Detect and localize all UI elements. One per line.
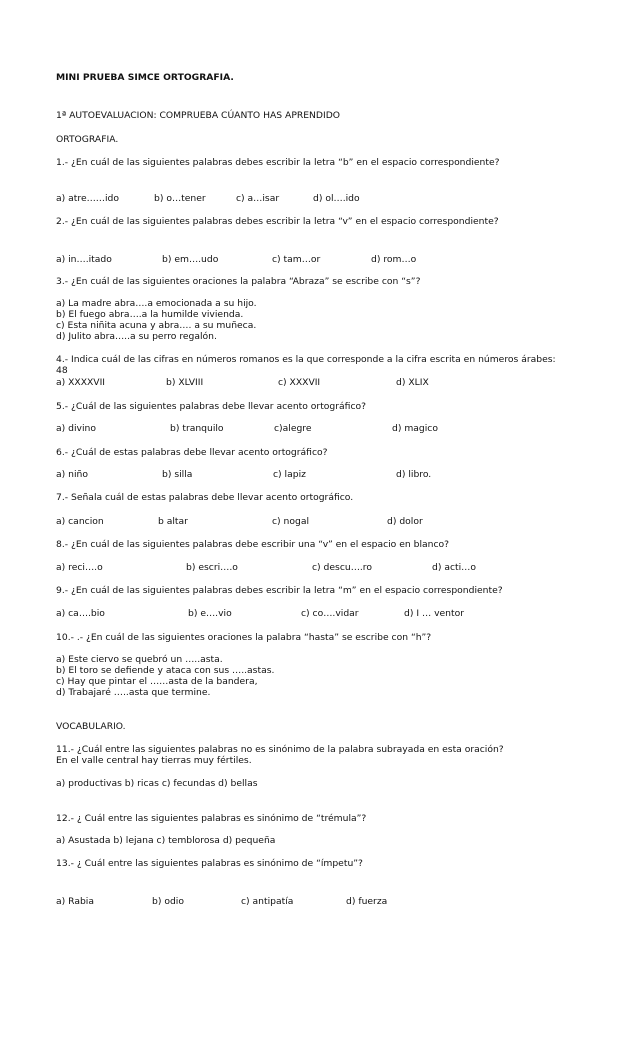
question-2-option-b: b) em….udo [162,254,219,265]
ortografia-heading: ORTOGRAFIA. [56,134,119,145]
question-9-option-b: b) e….vio [188,608,232,619]
question-10-option-b: b) El toro se defiende y ataca con sus …..astas. [56,665,275,676]
question-10-option-d: d) Trabajaré …..asta que termine. [56,687,211,698]
question-5-option-d: d) magico [392,423,438,434]
question-10-text: 10.- .- ¿En cuál de las siguientes oraciones la palabra “hasta” se escribe con “h”? [56,632,432,643]
question-7-option-c: c) nogal [272,516,310,527]
question-6-option-a: a) niño [56,469,88,480]
question-8-option-b: b) escri….o [186,562,238,573]
question-13-option-c: c) antipatía [241,896,294,907]
question-5-text: 5.- ¿Cuál de las siguientes palabras debe llevar acento ortográfico? [56,401,366,412]
question-8-option-d: d) acti…o [432,562,476,573]
question-5-option-c: c)alegre [274,423,312,434]
question-10-option-a: a) Este ciervo se quebró un …..asta. [56,654,223,665]
question-1-option-a: a) atre……ido [56,193,119,204]
question-13-option-d: d) fuerza [346,896,388,907]
question-3-option-c: c) Esta niñita acuna y abra…. a su muñeca. [56,320,257,331]
question-5-option-a: a) divino [56,423,96,434]
question-1-option-d: d) ol….ido [313,193,360,204]
question-8-text: 8.- ¿En cuál de las siguientes palabras debe escribir una “v” en el espacio en blanco? [56,539,449,550]
question-4-option-b: b) XLVIII [166,377,204,388]
question-1-option-b: b) o…tener [154,193,206,204]
question-13-text: 13.- ¿ Cuál entre las siguientes palabras es sinónimo de “ímpetu”? [56,858,363,869]
question-13-option-b: b) odio [152,896,184,907]
question-6-option-c: c) lapiz [273,469,306,480]
question-4-number: 48 [56,365,68,376]
question-9-text: 9.- ¿En cuál de las siguientes palabras debes escribir la letra “m” en el espacio correspondiente? [56,585,503,596]
question-5-option-b: b) tranquilo [170,423,224,434]
question-1-text: 1.- ¿En cuál de las siguientes palabras debes escribir la letra “b” en el espacio correspondiente? [56,157,500,168]
question-12-text: 12.- ¿ Cuál entre las siguientes palabras es sinónimo de “trémula”? [56,813,367,824]
question-11-options: a) productivas b) ricas c) fecundas d) bellas [56,778,258,789]
question-4-option-c: c) XXXVII [278,377,321,388]
question-2-option-d: d) rom…o [371,254,417,265]
question-2-option-a: a) in….itado [56,254,112,265]
question-3-option-b: b) El fuego abra….a la humilde vivienda. [56,309,244,320]
question-3-option-d: d) Julito abra…..a su perro regalón. [56,331,217,342]
question-6-text: 6.- ¿Cuál de estas palabras debe llevar acento ortográfico? [56,447,328,458]
question-4-option-a: a) XXXXVII [56,377,106,388]
document-title: MINI PRUEBA SIMCE ORTOGRAFIA. [56,72,234,83]
question-9-option-d: d) I … ventor [404,608,464,619]
question-2-text: 2.- ¿En cuál de las siguientes palabras debes escribir la letra “v” en el espacio correspondiente? [56,216,499,227]
question-3-option-a: a) La madre abra….a emocionada a su hijo. [56,298,257,309]
question-8-option-c: c) descu….ro [312,562,373,573]
question-10-option-c: c) Hay que pintar el ……asta de la bandera, [56,676,258,687]
question-8-option-a: a) reci….o [56,562,103,573]
question-7-text: 7.- Señala cuál de estas palabras debe llevar acento ortográfico. [56,492,354,503]
question-3-text: 3.- ¿En cuál de las siguientes oraciones la palabra “Abraza” se escribe con “s”? [56,276,421,287]
question-1-option-c: c) a…isar [236,193,280,204]
autoevaluacion-heading: 1ª AUTOEVALUACION: COMPRUEBA CÚANTO HAS APRENDIDO [56,110,341,121]
question-6-option-b: b) silla [162,469,193,480]
question-7-option-d: d) dolor [387,516,423,527]
question-4-text: 4.- Indica cuál de las cifras en números romanos es la que corresponde a la cifra escrita en números árabes: [56,354,556,365]
question-12-options: a) Asustada b) lejana c) temblorosa d) pequeña [56,835,276,846]
question-4-option-d: d) XLIX [396,377,429,388]
question-7-option-a: a) cancion [56,516,104,527]
question-9-option-c: c) co….vidar [301,608,359,619]
question-7-option-b: b altar [158,516,188,527]
question-6-option-d: d) libro. [396,469,432,480]
vocabulario-heading: VOCABULARIO. [56,721,126,732]
question-11-sentence: En el valle central hay tierras muy fértiles. [56,755,252,766]
question-13-option-a: a) Rabia [56,896,94,907]
question-9-option-a: a) ca….bio [56,608,105,619]
question-11-text: 11.- ¿Cuál entre las siguientes palabras no es sinónimo de la palabra subrayada en esta oración? [56,744,504,755]
question-2-option-c: c) tam…or [272,254,321,265]
